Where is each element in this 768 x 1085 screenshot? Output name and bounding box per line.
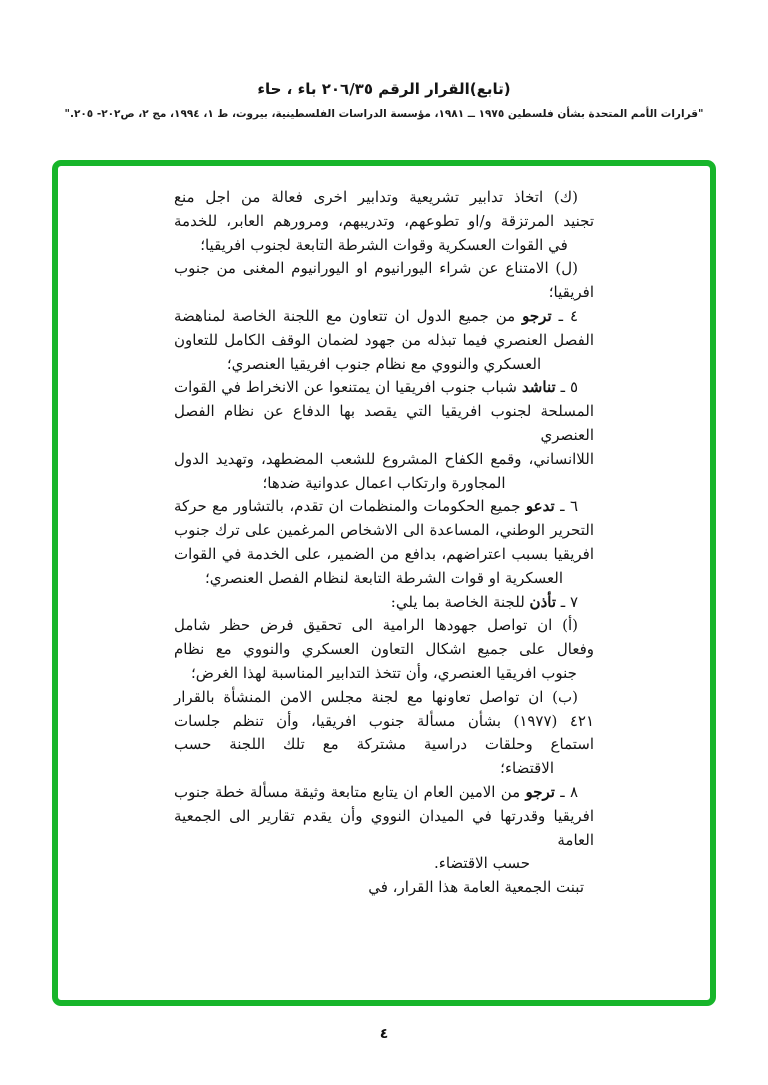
document-line: العسكري والنووي مع نظام جنوب افريقيا العنصري؛ xyxy=(226,354,542,373)
page-number: ٤ xyxy=(379,1026,389,1042)
document-line: تبنت الجمعية العامة هذا القرار، في xyxy=(368,878,584,897)
document-line: حسب الاقتضاء. xyxy=(434,854,530,873)
document-line: ٨ ـ ترجو من الامين العام ان يتابع متابعة وثيقة مسألة خطة جنوب xyxy=(174,782,578,801)
document-line: ٧ ـ تأذن للجنة الخاصة بما يلي: xyxy=(390,592,578,611)
document-line: الفصل العنصري فيما تبذله من جهود لضمان الوقف الكامل للتعاون xyxy=(174,330,594,349)
document-line: ٤٢١ (١٩٧٧) بشأن مسألة جنوب افريقيا، وأن تنظم جلسات xyxy=(174,711,594,730)
document-line: المسلحة لجنوب افريقيا التي يقصد بها الدفاع عن نظام الفصل العنصري xyxy=(174,402,594,444)
document-line: وفعال على جميع اشكال التعاون العسكري والنووي مع نظام xyxy=(174,640,594,659)
document-title: (تابع)القرار الرقم ٢٠٦/٣٥ باء ، حاء xyxy=(257,80,511,98)
document-line: (ك) اتخاذ تدابير تشريعية وتدابير اخرى فعالة من اجل منع xyxy=(174,188,578,206)
document-line: ٥ ـ تناشد شباب جنوب افريقيا ان يمتنعوا عن الانخراط في القوات xyxy=(174,378,578,397)
document-line: ٦ ـ تدعو جميع الحكومات والمنظمات ان تقدم، بالتشاور مع حركة xyxy=(174,497,578,516)
document-line: ٤ ـ ترجو من جميع الدول ان تتعاون مع اللجنة الخاصة لمناهضة xyxy=(174,306,578,325)
document-line: افريقيا وقدرتها في الميدان النووي وأن يقدم تقارير الى الجمعية العامة xyxy=(174,806,594,849)
document-line: جنوب افريقيا العنصري، وأن تتخذ التدابير المناسبة لهذا الغرض؛ xyxy=(191,663,577,682)
document-line: افريقيا؛ xyxy=(548,283,594,302)
document-line: المجاورة وارتكاب اعمال عدوانية ضدها؛ xyxy=(262,473,506,492)
document-line: التحرير الوطني، المساعدة الى الاشخاص المرغمين على ترك جنوب xyxy=(174,521,594,540)
document-line: افريقيا بسبب اعتراضهم، بدافع من الضمير، على الخدمة في القوات xyxy=(174,544,594,563)
document-line: الاقتضاء؛ xyxy=(500,759,554,778)
document-line: (أ) ان تواصل جهودها الرامية الى تحقيق فرض حظر شامل xyxy=(174,616,578,635)
document-line: تجنيد المرتزقة و/او تطوعهم، وتدريبهم، ومرورهم العابر، للخدمة xyxy=(174,211,594,230)
document-body xyxy=(174,186,594,900)
document-line: في القوات العسكرية وقوات الشرطة التابعة لجنوب افريقيا؛ xyxy=(200,235,568,254)
document-line: اللاانساني، وقمع الكفاح المشروع للشعب المضطهد، وتهديد الدول xyxy=(174,449,594,468)
document-line: العسكرية او قوات الشرطة التابعة لنظام الفصل العنصري؛ xyxy=(204,568,564,587)
document-line: (ب) ان تواصل تعاونها مع لجنة مجلس الامن المنشأة بالقرار xyxy=(174,687,578,706)
document-citation: "قرارات الأمم المتحدة بشأن فلسطين ١٩٧٥ ــ ١٩٨١، مؤسسة الدراسات الفلسطينية، بيروت، ط ١، ١٩٩٤، مج ٢، ص٢٠٢- ٢٠٥." xyxy=(64,108,704,120)
document-line: استماع وحلقات دراسية مشتركة مع تلك اللجنة حسب xyxy=(174,735,594,754)
document-line: (ل) الامتناع عن شراء اليورانيوم او اليورانيوم المغنى من جنوب xyxy=(174,259,578,278)
